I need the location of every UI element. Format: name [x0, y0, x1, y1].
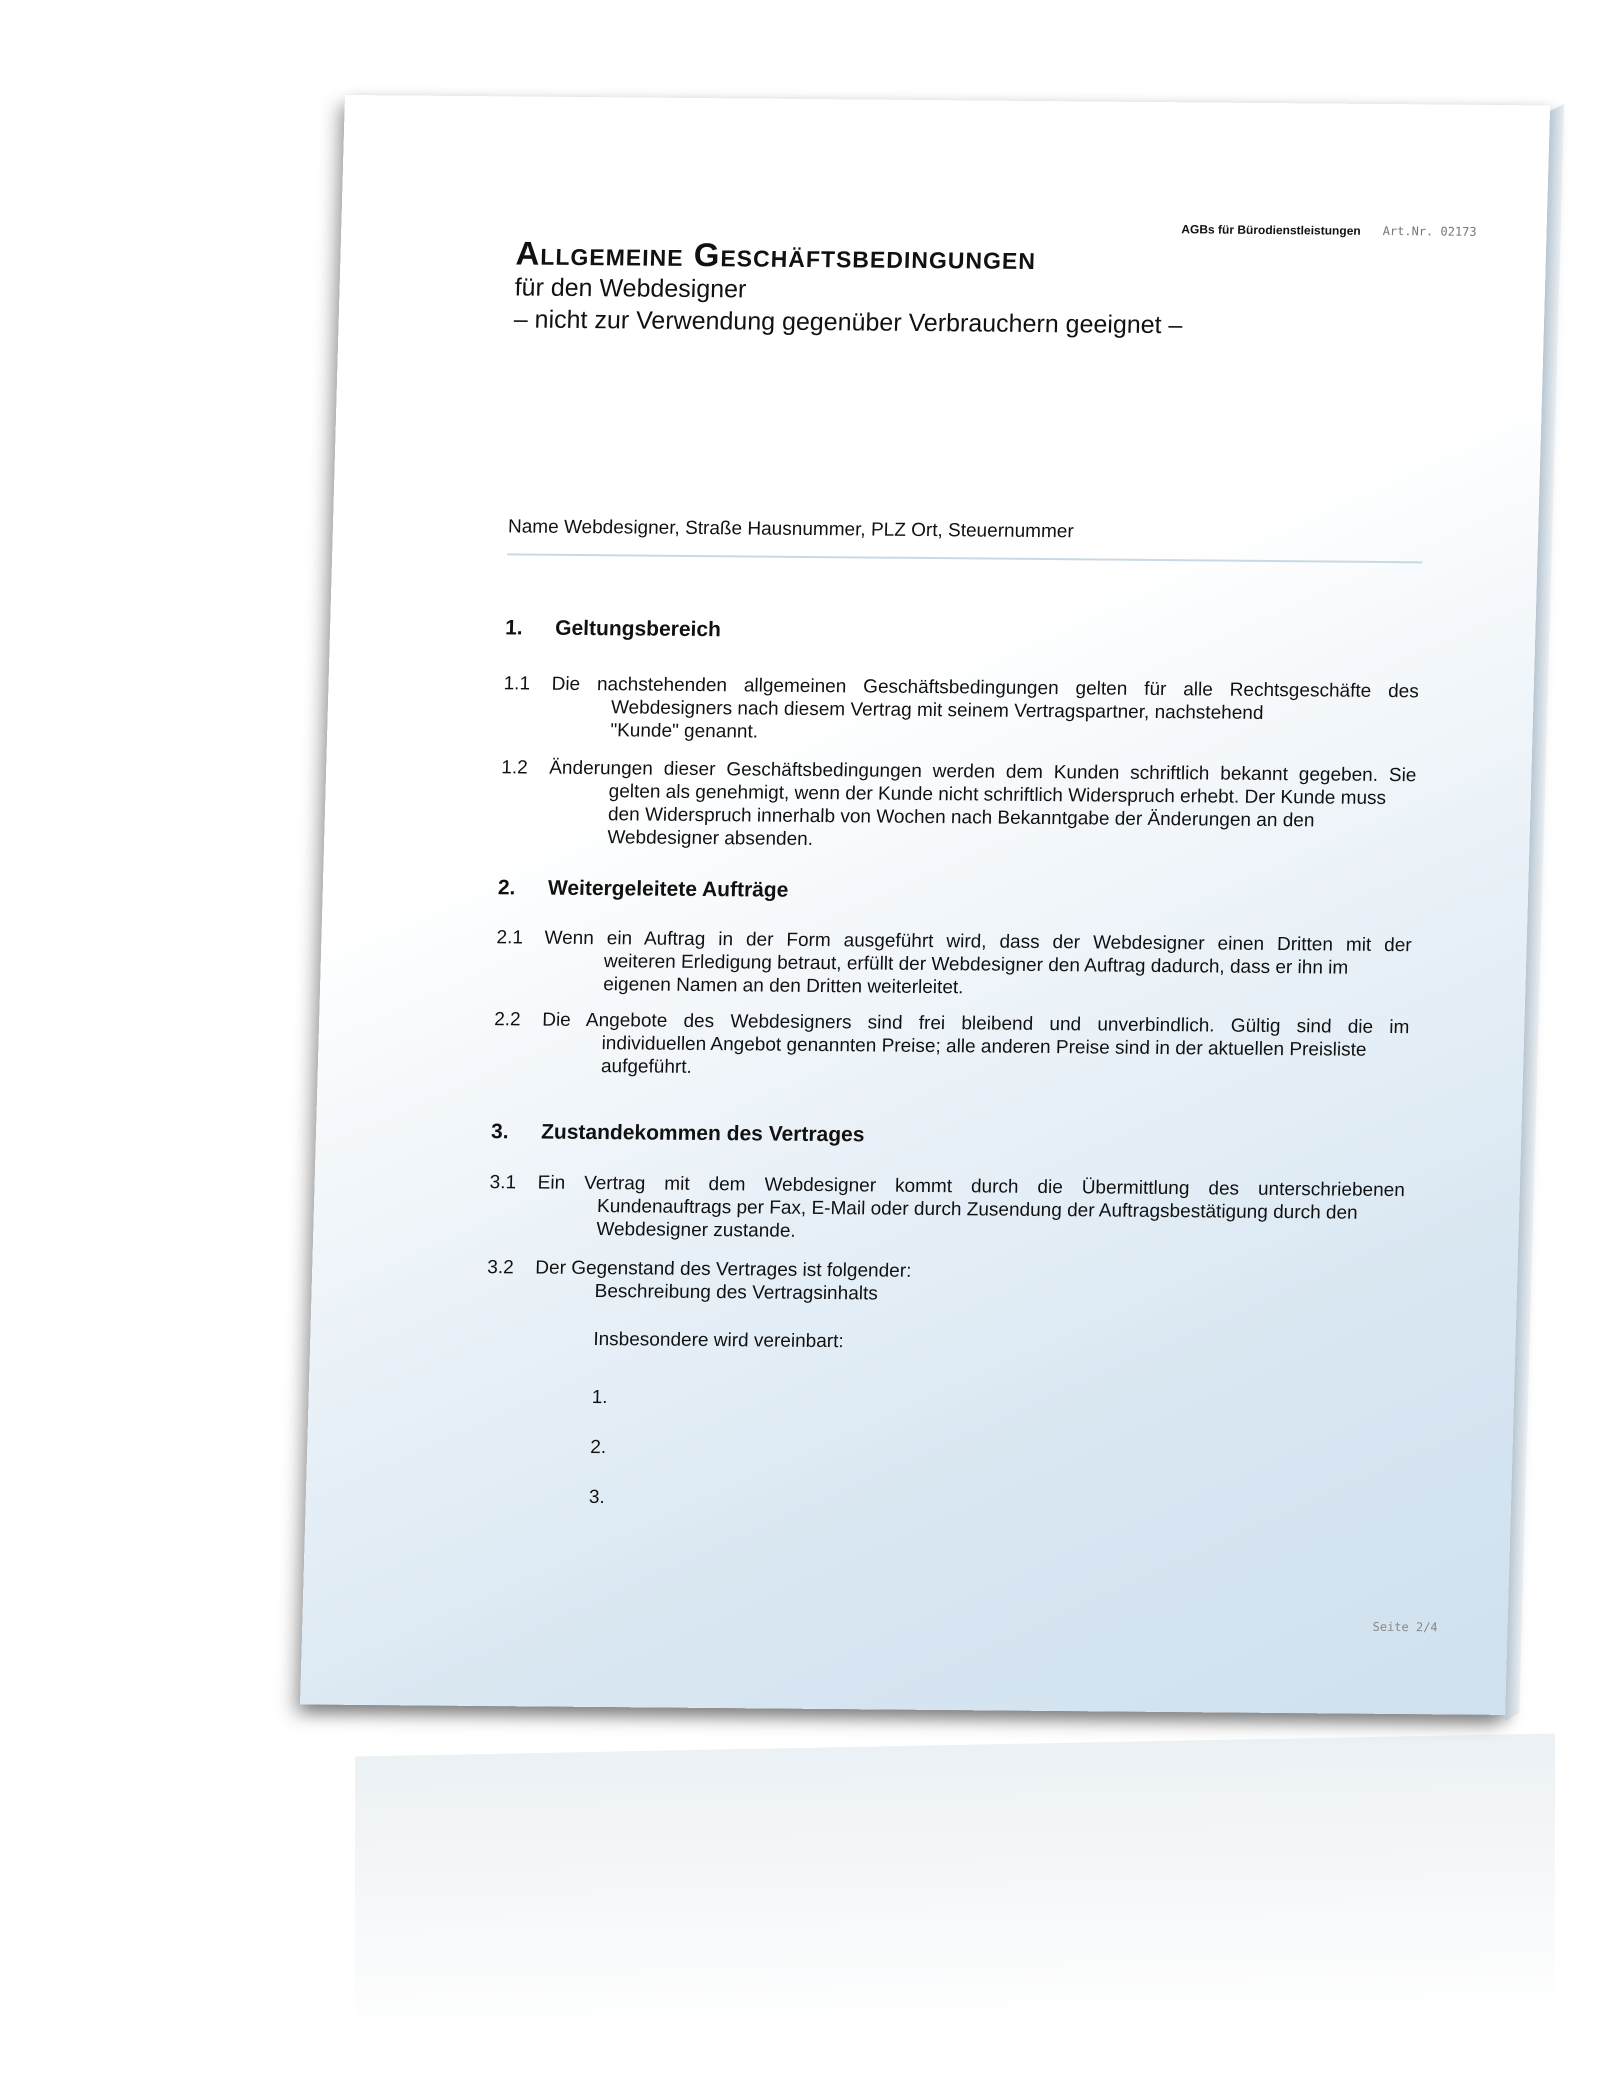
document-page [300, 95, 1550, 1715]
header-meta [1181, 222, 1477, 239]
list-item: 2. [590, 1436, 607, 1459]
document-subtitle: für den Webdesigner [514, 273, 747, 304]
paragraph: 3.1 Ein Vertrag mit dem Webdesigner kommt durch die Übermittlung des unterschriebenen Kundenauftrags per Fax, E-Mail oder durch Zusendung der Auftragsbestätigung durch den Webdesigner zustande. [489, 1172, 1406, 1242]
divider [507, 553, 1422, 563]
insbesondere-label: Insbesondere wird vereinbart: [593, 1328, 844, 1353]
article-number: Art.Nr. 02173 [1382, 224, 1477, 239]
paragraph: 1.2 Änderungen dieser Geschäftsbedingungen werden dem Kunden schriftlich bekannt gegeben. Sie gelten als genehmigt, wenn der Kunde nicht schriftlich Widerspruch erhebt. Der Kunde muss den Widerspruch innerhalb von Wochen nach Bekanntgabe der Änderungen an den Webdesigner absenden. [500, 757, 1417, 850]
page-reflection [355, 1733, 1555, 2046]
paragraph: 2.2 Die Angebote des Webdesigners sind frei bleibend und unverbindlich. Gültig sind die im individuellen Angebot genannten Preise; alle anderen Preise sind in der aktuellen Preisliste aufgeführt. [493, 1009, 1410, 1078]
list-item: 3. [588, 1486, 606, 1509]
section-heading: 1. Geltungsbereich [504, 616, 722, 642]
doc-reference: AGBs für Bürodienstleistungen [1181, 222, 1361, 238]
list-item: 1. [591, 1386, 608, 1409]
page-number: Seite 2/4 [1372, 1619, 1438, 1635]
section-heading: 2. Weitergeleitete Aufträge [497, 876, 789, 902]
paragraph: 1.1 Die nachstehenden allgemeinen Geschäftsbedingungen gelten für alle Rechtsgeschäfte des Webdesigners nach diesem Vertrag mit seinem Vertragspartner, nachstehend "Kunde" genannt. [503, 673, 1420, 743]
document-title: Allgemeine Geschäftsbedingungen [515, 234, 1037, 277]
paragraph: 3.2 Der Gegenstand des Vertrages ist folgender: Beschreibung des Vertragsinhalts [487, 1257, 912, 1305]
document-subtitle-note: – nicht zur Verwendung gegenüber Verbrauchern geeignet – [513, 305, 1183, 340]
section-heading: 3. Zustandekommen des Vertrages [490, 1120, 865, 1147]
page-edge [1505, 104, 1564, 1721]
address-line: Name Webdesigner, Straße Hausnummer, PLZ Ort, Steuernummer [507, 516, 1075, 543]
paragraph: 2.1 Wenn ein Auftrag in der Form ausgeführt wird, dass der Webdesigner einen Dritten mit der weiteren Erledigung betraut, erfüllt der Webdesigner den Auftrag dadurch, dass er ihn im eigenen Namen an den Dritten weiterleitet. [496, 927, 1412, 999]
